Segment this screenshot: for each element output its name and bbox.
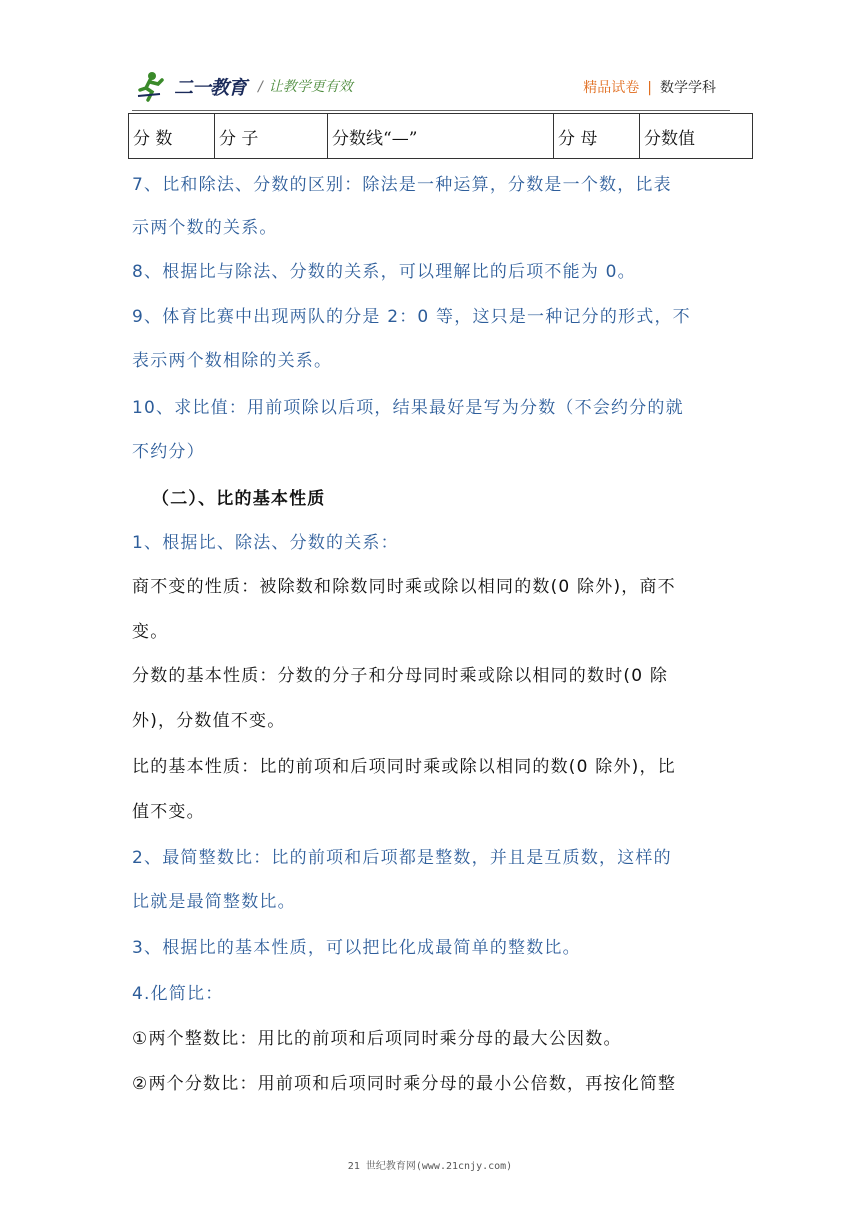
table-row <box>129 114 753 159</box>
text-line: 10、求比值：用前项除以后项，结果最好是写为分数（不会约分的就 <box>132 398 684 418</box>
header-tag: 精品试卷 <box>583 80 640 96</box>
text-line: 1、根据比、除法、分数的关系： <box>132 533 399 553</box>
page-footer: 21 世纪教育网(www.21cnjy.com) <box>347 1161 513 1172</box>
text-line: 值不变。 <box>132 802 205 822</box>
table-cell: 分 子 <box>215 114 328 159</box>
text-line: 3、根据比的基本性质，可以把比化成最简单的整数比。 <box>132 938 581 958</box>
slogan-text: 让教学更有效 <box>268 79 353 95</box>
page-header <box>132 64 730 110</box>
text-line: 比就是最简整数比。 <box>132 892 296 912</box>
text-line: 4.化简比： <box>132 984 224 1004</box>
header-separator: | <box>647 80 652 96</box>
text-line: 分数的基本性质：分数的分子和分母同时乘或除以相同的数时(0 除 <box>132 666 669 686</box>
section-heading: （二）、比的基本性质 <box>152 489 326 509</box>
text-line: 不约分） <box>132 442 205 462</box>
slogan-slash: / <box>258 79 263 95</box>
text-line: 9、体育比赛中出现两队的分是 2：0 等，这只是一种记分的形式，不 <box>132 307 691 327</box>
text-line: 比的基本性质：比的前项和后项同时乘或除以相同的数(0 除外)，比 <box>132 757 676 777</box>
header-subject: 数学学科 <box>660 80 716 96</box>
header-divider <box>132 110 730 111</box>
text-line: ②两个分数比：用前项和后项同时乘分母的最小公倍数，再按化简整 <box>132 1074 677 1094</box>
text-line: 外)，分数值不变。 <box>132 711 286 731</box>
table-cell: 分 数 <box>129 114 215 159</box>
text-line: ①两个整数比：用比的前项和后项同时乘分母的最大公因数。 <box>132 1029 622 1049</box>
text-line: 表示两个数相除的关系。 <box>132 351 333 371</box>
table-cell: 分数值 <box>640 114 753 159</box>
table-cell: 分数线“—” <box>328 114 554 159</box>
text-line: 变。 <box>132 622 169 642</box>
table-cell: 分 母 <box>554 114 640 159</box>
text-line: 商不变的性质：被除数和除数同时乘或除以相同的数(0 除外)，商不 <box>132 577 676 597</box>
text-line: 7、比和除法、分数的区别：除法是一种运算，分数是一个数，比表 <box>132 175 672 195</box>
slogan <box>258 76 353 96</box>
header-right <box>583 77 716 97</box>
logo-text: 二一教育 <box>174 77 247 99</box>
fraction-table <box>128 113 753 159</box>
brand-logo <box>136 70 246 102</box>
runner-icon <box>136 70 176 102</box>
text-line: 2、最简整数比：比的前项和后项都是整数，并且是互质数，这样的 <box>132 848 672 868</box>
text-line: 示两个数的关系。 <box>132 218 278 238</box>
text-line: 8、根据比与除法、分数的关系，可以理解比的后项不能为 0。 <box>132 262 636 282</box>
